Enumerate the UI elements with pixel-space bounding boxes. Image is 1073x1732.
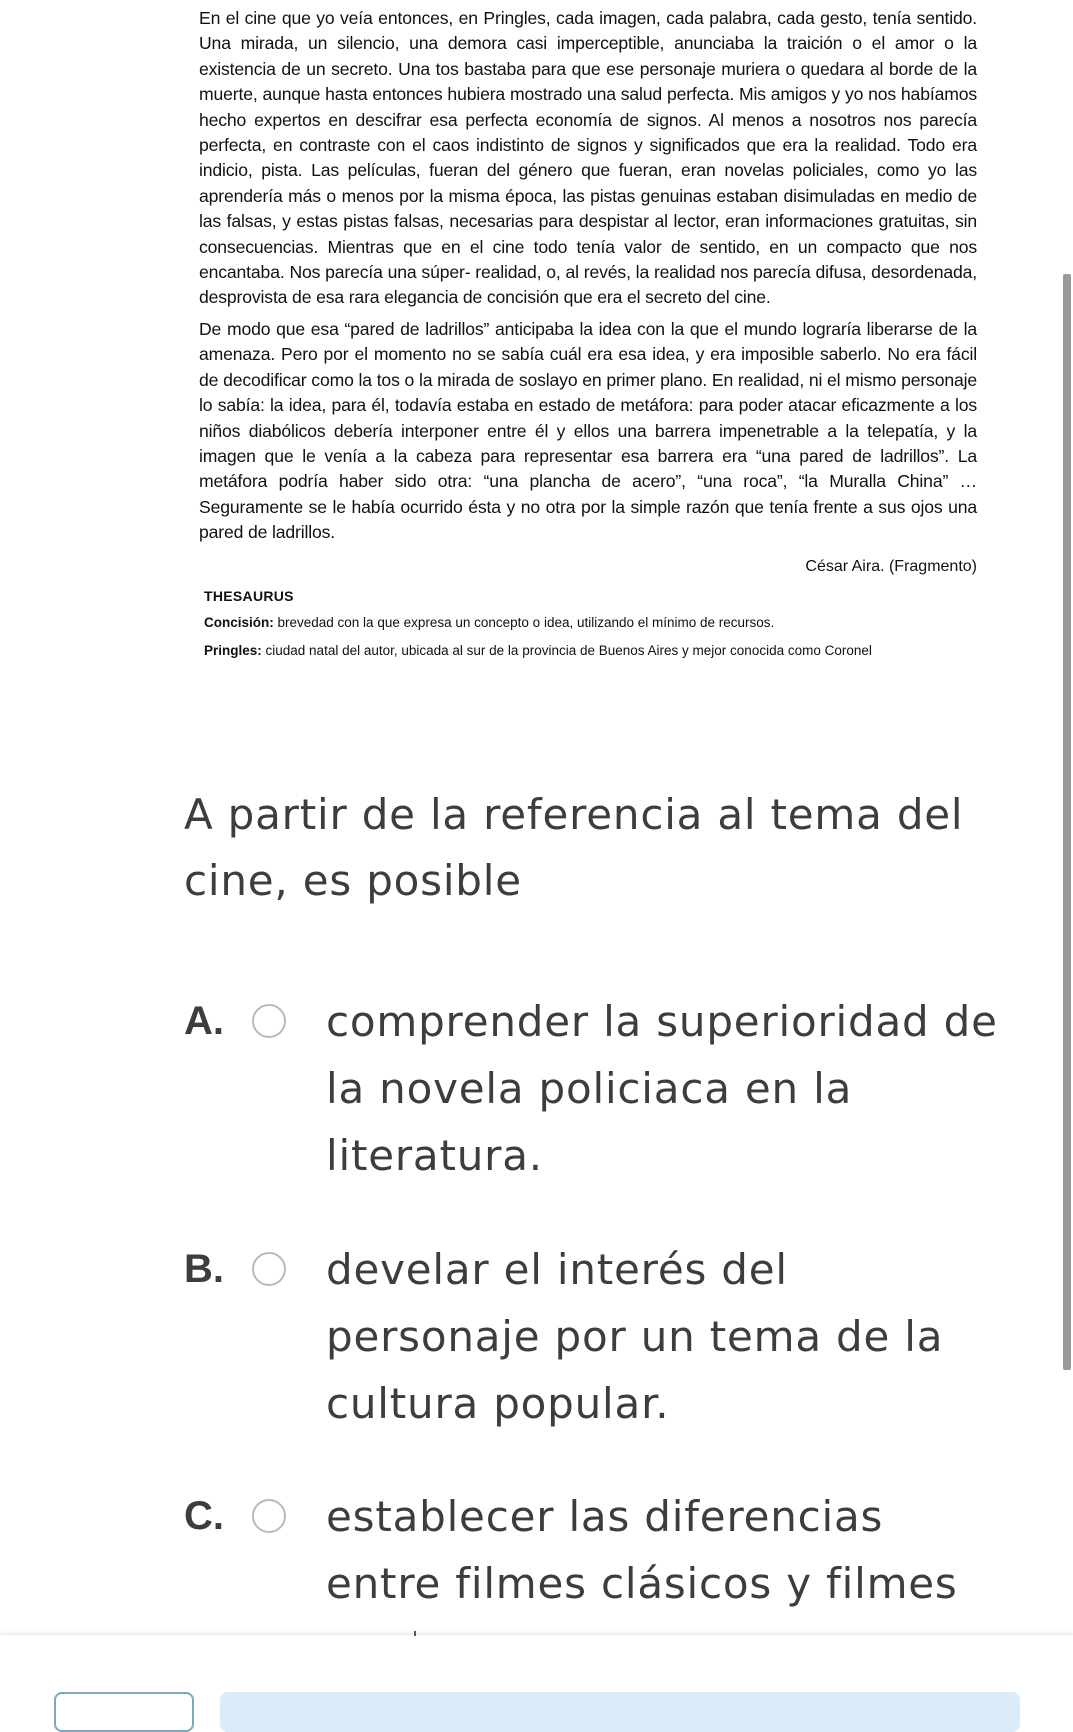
option-a[interactable] <box>184 988 1044 1189</box>
passage-paragraph-1: En el cine que yo veía entonces, en Pringles, cada imagen, cada palabra, cada gesto, tenía sentido. Una mirada, un silencio, una demora casi imperceptible, anunciaba la traición o el amor o la existencia de un secreto. Una tos bastaba para que ese personaje muriera o quedara al borde de la muerte, aunque hasta entonces hubiera mostrado una salud perfecta. Mis amigos y yo nos habíamos hecho expertos en descifrar esa perfecta economía de signos. Al menos a nosotros nos parecía perfecta, en contraste con el caos indistinto de signos y significados que era la realidad. Todo era indicio, pista. Las películas, fueran del género que fueran, eran novelas policiales, como yo las aprendería más o menos por la misma época, las pistas genuinas estaban disimuladas en medio de las falsas, y estas pistas falsas, necesarias para despistar al lector, eran informaciones gratuitas, sin consecuencias. Mientras que en el cine todo tenía valor de sentido, en un compacto que nos encantaba. Nos parecía una súper- realidad, o, al revés, la realidad nos parecía difusa, desordenada, desprovista de esa rara elegancia de concisión que era el secreto del cine. <box>199 8 977 308</box>
glossary-term: Concisión: <box>204 614 274 630</box>
option-letter: C. <box>184 1494 224 1538</box>
radio-button-a[interactable] <box>252 1004 286 1038</box>
glossary-entry-pringles <box>204 642 977 660</box>
glossary-term: Pringles: <box>204 642 262 658</box>
option-text[interactable]: develar el interés del personaje por un tema de la cultura popular. <box>326 1245 944 1428</box>
question-prompt: A partir de la referencia al tema del cine, es posible <box>184 790 964 905</box>
glossary-entry-concision <box>204 614 977 632</box>
radio-button-b[interactable] <box>252 1252 286 1286</box>
primary-button[interactable] <box>220 1692 1020 1732</box>
option-letter: A. <box>184 999 224 1043</box>
scrollbar-thumb[interactable] <box>1063 274 1071 1370</box>
passage-author: César Aira. (Fragmento) <box>805 557 977 575</box>
divider <box>414 1631 416 1636</box>
option-letter: B. <box>184 1247 224 1291</box>
secondary-button[interactable] <box>54 1692 194 1732</box>
glossary-definition: ciudad natal del autor, ubicada al sur de la provincia de Buenos Aires y mejor conocida como Coronel <box>261 642 872 658</box>
option-text[interactable]: establecer las diferencias entre filmes clásicos y filmes <box>326 1492 958 1608</box>
option-c[interactable] <box>184 1483 1044 1617</box>
passage-paragraph-2: De modo que esa “pared de ladrillos” anticipaba la idea con la que el mundo lograría liberarse de la amenaza. Pero por el momento no se sabía cuál era esa idea, y era imposible saberlo. No era fácil de decodificar como la tos o la mirada de soslayo en primer plano. En realidad, ni el mismo personaje lo sabía: la idea, para él, todavía estaba en estado de metáfora: para poder atacar eficazmente a los niños diabólicos debería interponer entre él y ellos una barrera impenetrable a la telepatía, y la imagen que le venía a la cabeza para representar esa barrera era “una pared de ladrillos”. La metáfora podría haber sido otra: “una plancha de acero”, “una roca”, “la Muralla China” … Seguramente se le había ocurrido ésta y no otra por la simple razón que tenía frente a sus ojos una pared de ladrillos. <box>199 318 977 543</box>
option-text[interactable]: comprender la superioridad de la novela policiaca en la literatura. <box>326 997 998 1180</box>
option-b[interactable] <box>184 1236 1044 1437</box>
radio-button-c[interactable] <box>252 1499 286 1533</box>
glossary-definition: brevedad con la que expresa un concepto o idea, utilizando el mínimo de recursos. <box>273 614 775 630</box>
reading-passage <box>199 6 977 670</box>
thesaurus-heading: THESAURUS <box>204 587 294 604</box>
